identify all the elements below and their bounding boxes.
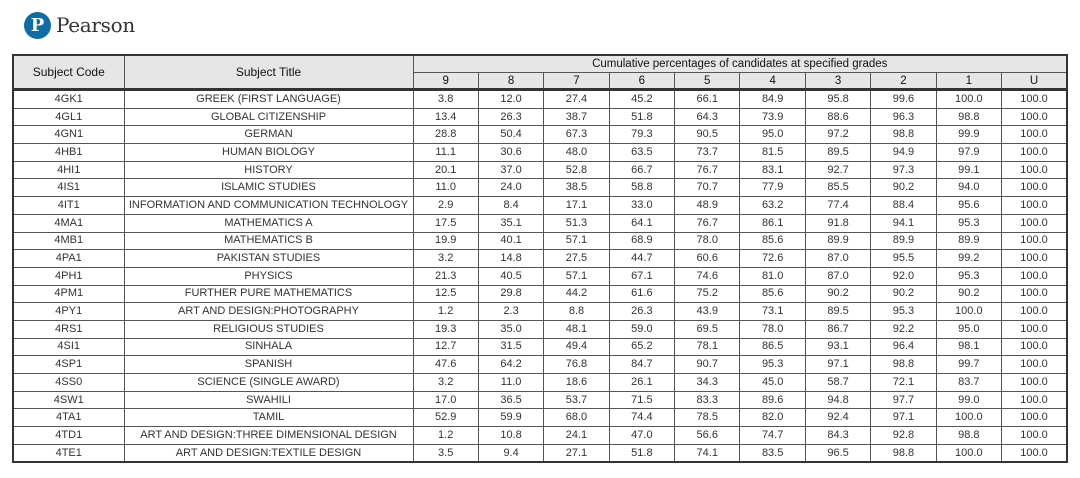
percentage-cell: 13.4 [413,108,478,126]
table-row [13,427,1067,445]
grade-header: 2 [871,73,936,90]
subject-code-cell: 4MB1 [13,232,124,250]
percentage-cell: 100.0 [1002,90,1067,109]
subject-title-cell: ART AND DESIGN:PHOTOGRAPHY [124,303,413,321]
percentage-cell: 8.4 [478,197,543,215]
percentage-cell: 24.1 [544,427,609,445]
percentage-cell: 97.9 [936,144,1001,162]
percentage-cell: 100.0 [1002,126,1067,144]
percentage-cell: 97.1 [805,356,870,374]
percentage-cell: 100.0 [1002,285,1067,303]
table-row [13,267,1067,285]
percentage-cell: 26.1 [609,374,674,392]
table-row [13,108,1067,126]
percentage-cell: 27.5 [544,250,609,268]
percentage-cell: 64.1 [609,214,674,232]
percentage-cell: 17.0 [413,391,478,409]
grade-header: 3 [805,73,870,90]
percentage-cell: 89.9 [936,232,1001,250]
table-row [13,126,1067,144]
percentage-cell: 8.8 [544,303,609,321]
percentage-cell: 100.0 [1002,161,1067,179]
subject-title-cell: GREEK (FIRST LANGUAGE) [124,90,413,109]
table-row [13,444,1067,462]
percentage-cell: 12.5 [413,285,478,303]
percentage-cell: 97.1 [871,409,936,427]
subject-title-cell: GERMAN [124,126,413,144]
table-row [13,391,1067,409]
percentage-cell: 74.4 [609,409,674,427]
grade-boundaries-table [12,54,1068,463]
subject-title-cell: FURTHER PURE MATHEMATICS [124,285,413,303]
percentage-cell: 11.0 [413,179,478,197]
table-body [13,90,1067,463]
percentage-cell: 98.8 [936,427,1001,445]
grade-header: 6 [609,73,674,90]
subject-code-cell: 4PM1 [13,285,124,303]
percentage-cell: 82.0 [740,409,805,427]
percentage-cell: 1.2 [413,427,478,445]
percentage-cell: 95.5 [871,250,936,268]
percentage-cell: 52.8 [544,161,609,179]
percentage-cell: 9.4 [478,444,543,462]
subject-code-cell: 4PA1 [13,250,124,268]
percentage-cell: 33.0 [609,197,674,215]
percentage-cell: 48.0 [544,144,609,162]
subject-code-cell: 4GL1 [13,108,124,126]
percentage-cell: 78.5 [675,409,740,427]
percentage-cell: 58.8 [609,179,674,197]
table-row [13,90,1067,109]
table-row [13,320,1067,338]
subject-code-cell: 4TE1 [13,444,124,462]
subject-code-header: Subject Code [13,55,124,90]
percentage-cell: 94.8 [805,391,870,409]
percentage-cell: 76.8 [544,356,609,374]
subject-title-cell: INFORMATION AND COMMUNICATION TECHNOLOGY [124,197,413,215]
cumulative-percentages-header: Cumulative percentages of candidates at specified grades [413,55,1067,73]
percentage-cell: 100.0 [1002,320,1067,338]
percentage-cell: 95.8 [805,90,870,109]
subject-title-header: Subject Title [124,55,413,90]
percentage-cell: 27.1 [544,444,609,462]
percentage-cell: 83.1 [740,161,805,179]
percentage-cell: 100.0 [1002,338,1067,356]
pearson-wordmark: Pearson [56,13,135,37]
percentage-cell: 90.2 [805,285,870,303]
subject-title-cell: ISLAMIC STUDIES [124,179,413,197]
percentage-cell: 37.0 [478,161,543,179]
table-row [13,285,1067,303]
percentage-cell: 35.1 [478,214,543,232]
percentage-cell: 88.6 [805,108,870,126]
percentage-cell: 53.7 [544,391,609,409]
grade-header: 1 [936,73,1001,90]
percentage-cell: 92.7 [805,161,870,179]
subject-title-cell: PAKISTAN STUDIES [124,250,413,268]
pearson-logo-icon: P [24,12,51,39]
percentage-cell: 92.2 [871,320,936,338]
percentage-cell: 81.0 [740,267,805,285]
percentage-cell: 95.6 [936,197,1001,215]
percentage-cell: 73.7 [675,144,740,162]
percentage-cell: 100.0 [1002,144,1067,162]
subject-code-cell: 4TA1 [13,409,124,427]
percentage-cell: 89.5 [805,144,870,162]
subject-code-cell: 4SI1 [13,338,124,356]
subject-code-cell: 4GK1 [13,90,124,109]
percentage-cell: 87.0 [805,250,870,268]
percentage-cell: 83.3 [675,391,740,409]
percentage-cell: 100.0 [1002,197,1067,215]
percentage-cell: 38.5 [544,179,609,197]
percentage-cell: 83.5 [740,444,805,462]
percentage-cell: 72.1 [871,374,936,392]
percentage-cell: 76.7 [675,214,740,232]
percentage-cell: 95.0 [936,320,1001,338]
subject-title-cell: PHYSICS [124,267,413,285]
percentage-cell: 26.3 [478,108,543,126]
percentage-cell: 100.0 [936,303,1001,321]
percentage-cell: 92.0 [871,267,936,285]
percentage-cell: 81.5 [740,144,805,162]
percentage-cell: 95.3 [936,267,1001,285]
percentage-cell: 27.4 [544,90,609,109]
percentage-cell: 19.3 [413,320,478,338]
subject-code-cell: 4MA1 [13,214,124,232]
percentage-cell: 66.1 [675,90,740,109]
percentage-cell: 93.1 [805,338,870,356]
grade-header: 5 [675,73,740,90]
table-row [13,374,1067,392]
percentage-cell: 48.9 [675,197,740,215]
grade-header: 4 [740,73,805,90]
percentage-cell: 90.5 [675,126,740,144]
subject-title-cell: HISTORY [124,161,413,179]
percentage-cell: 31.5 [478,338,543,356]
percentage-cell: 98.8 [871,356,936,374]
percentage-cell: 66.7 [609,161,674,179]
percentage-cell: 67.3 [544,126,609,144]
percentage-cell: 50.4 [478,126,543,144]
subject-code-cell: 4PH1 [13,267,124,285]
percentage-cell: 3.2 [413,374,478,392]
percentage-cell: 29.8 [478,285,543,303]
subject-code-cell: 4HI1 [13,161,124,179]
percentage-cell: 26.3 [609,303,674,321]
grade-header: 8 [478,73,543,90]
percentage-cell: 98.8 [871,126,936,144]
percentage-cell: 96.3 [871,108,936,126]
percentage-cell: 58.7 [805,374,870,392]
percentage-cell: 28.8 [413,126,478,144]
percentage-cell: 94.0 [936,179,1001,197]
table-row [13,144,1067,162]
percentage-cell: 86.7 [805,320,870,338]
percentage-cell: 78.1 [675,338,740,356]
percentage-cell: 74.7 [740,427,805,445]
percentage-cell: 45.0 [740,374,805,392]
pearson-logo [24,8,135,42]
percentage-cell: 92.8 [871,427,936,445]
percentage-cell: 100.0 [1002,250,1067,268]
percentage-cell: 95.0 [740,126,805,144]
percentage-cell: 38.7 [544,108,609,126]
percentage-cell: 84.7 [609,356,674,374]
percentage-cell: 3.5 [413,444,478,462]
percentage-cell: 90.2 [936,285,1001,303]
percentage-cell: 63.2 [740,197,805,215]
percentage-cell: 97.3 [871,161,936,179]
subject-title-cell: SINHALA [124,338,413,356]
percentage-cell: 88.4 [871,197,936,215]
percentage-cell: 85.5 [805,179,870,197]
percentage-cell: 1.2 [413,303,478,321]
percentage-cell: 100.0 [1002,303,1067,321]
percentage-cell: 89.9 [871,232,936,250]
percentage-cell: 59.0 [609,320,674,338]
subject-code-cell: 4SP1 [13,356,124,374]
percentage-cell: 61.6 [609,285,674,303]
percentage-cell: 2.3 [478,303,543,321]
table-row [13,409,1067,427]
percentage-cell: 63.5 [609,144,674,162]
table-row [13,161,1067,179]
grade-header: U [1002,73,1067,90]
percentage-cell: 75.2 [675,285,740,303]
percentage-cell: 96.4 [871,338,936,356]
percentage-cell: 97.7 [871,391,936,409]
subject-title-cell: GLOBAL CITIZENSHIP [124,108,413,126]
percentage-cell: 12.0 [478,90,543,109]
percentage-cell: 99.2 [936,250,1001,268]
percentage-cell: 86.1 [740,214,805,232]
percentage-cell: 73.9 [740,108,805,126]
percentage-cell: 67.1 [609,267,674,285]
percentage-cell: 90.2 [871,285,936,303]
percentage-cell: 44.2 [544,285,609,303]
subject-code-cell: 4GN1 [13,126,124,144]
percentage-cell: 100.0 [1002,214,1067,232]
percentage-cell: 100.0 [1002,356,1067,374]
table-row [13,179,1067,197]
table-row [13,303,1067,321]
percentage-cell: 76.7 [675,161,740,179]
percentage-cell: 90.7 [675,356,740,374]
subject-code-cell: 4HB1 [13,144,124,162]
percentage-cell: 40.1 [478,232,543,250]
percentage-cell: 17.5 [413,214,478,232]
percentage-cell: 86.5 [740,338,805,356]
percentage-cell: 100.0 [936,444,1001,462]
percentage-cell: 92.4 [805,409,870,427]
percentage-cell: 98.8 [871,444,936,462]
percentage-cell: 100.0 [1002,374,1067,392]
percentage-cell: 100.0 [1002,427,1067,445]
percentage-cell: 56.6 [675,427,740,445]
percentage-cell: 2.9 [413,197,478,215]
percentage-cell: 98.8 [936,108,1001,126]
percentage-cell: 12.7 [413,338,478,356]
percentage-cell: 69.5 [675,320,740,338]
subject-code-cell: 4IS1 [13,179,124,197]
table-row [13,356,1067,374]
subject-code-cell: 4TD1 [13,427,124,445]
table-row [13,214,1067,232]
percentage-cell: 100.0 [1002,391,1067,409]
percentage-cell: 44.7 [609,250,674,268]
percentage-cell: 94.9 [871,144,936,162]
grade-header: 7 [544,73,609,90]
percentage-cell: 40.5 [478,267,543,285]
percentage-cell: 68.9 [609,232,674,250]
percentage-cell: 65.2 [609,338,674,356]
subject-title-cell: ART AND DESIGN:THREE DIMENSIONAL DESIGN [124,427,413,445]
percentage-cell: 20.1 [413,161,478,179]
percentage-cell: 96.5 [805,444,870,462]
percentage-cell: 57.1 [544,232,609,250]
subject-title-cell: RELIGIOUS STUDIES [124,320,413,338]
percentage-cell: 10.8 [478,427,543,445]
percentage-cell: 99.7 [936,356,1001,374]
percentage-cell: 97.2 [805,126,870,144]
subject-code-cell: 4SW1 [13,391,124,409]
percentage-cell: 99.0 [936,391,1001,409]
subject-title-cell: TAMIL [124,409,413,427]
percentage-cell: 3.2 [413,250,478,268]
percentage-cell: 49.4 [544,338,609,356]
percentage-cell: 89.5 [805,303,870,321]
percentage-cell: 74.6 [675,267,740,285]
percentage-cell: 95.3 [740,356,805,374]
percentage-cell: 78.0 [740,320,805,338]
percentage-cell: 24.0 [478,179,543,197]
subject-title-cell: SWAHILI [124,391,413,409]
percentage-cell: 83.7 [936,374,1001,392]
percentage-cell: 84.9 [740,90,805,109]
percentage-cell: 85.6 [740,285,805,303]
percentage-cell: 100.0 [1002,108,1067,126]
subject-title-cell: MATHEMATICS B [124,232,413,250]
percentage-cell: 87.0 [805,267,870,285]
percentage-cell: 95.3 [936,214,1001,232]
subject-title-cell: MATHEMATICS A [124,214,413,232]
percentage-cell: 94.1 [871,214,936,232]
percentage-cell: 79.3 [609,126,674,144]
percentage-cell: 84.3 [805,427,870,445]
percentage-cell: 35.0 [478,320,543,338]
percentage-cell: 45.2 [609,90,674,109]
percentage-cell: 99.1 [936,161,1001,179]
table-row [13,197,1067,215]
percentage-cell: 34.3 [675,374,740,392]
percentage-cell: 100.0 [1002,179,1067,197]
percentage-cell: 57.1 [544,267,609,285]
percentage-cell: 51.8 [609,108,674,126]
percentage-cell: 71.5 [609,391,674,409]
subject-code-cell: 4IT1 [13,197,124,215]
percentage-cell: 51.3 [544,214,609,232]
percentage-cell: 43.9 [675,303,740,321]
percentage-cell: 47.6 [413,356,478,374]
percentage-cell: 21.3 [413,267,478,285]
percentage-cell: 19.9 [413,232,478,250]
percentage-cell: 77.9 [740,179,805,197]
percentage-cell: 14.8 [478,250,543,268]
percentage-cell: 36.5 [478,391,543,409]
percentage-cell: 17.1 [544,197,609,215]
percentage-cell: 99.6 [871,90,936,109]
percentage-cell: 48.1 [544,320,609,338]
table-row [13,250,1067,268]
percentage-cell: 100.0 [936,409,1001,427]
percentage-cell: 11.0 [478,374,543,392]
subject-title-cell: SPANISH [124,356,413,374]
subject-title-cell: ART AND DESIGN:TEXTILE DESIGN [124,444,413,462]
percentage-cell: 91.8 [805,214,870,232]
percentage-cell: 98.1 [936,338,1001,356]
table-row [13,338,1067,356]
percentage-cell: 3.8 [413,90,478,109]
percentage-cell: 60.6 [675,250,740,268]
percentage-cell: 85.6 [740,232,805,250]
subject-code-cell: 4PY1 [13,303,124,321]
table-row [13,232,1067,250]
percentage-cell: 100.0 [1002,444,1067,462]
percentage-cell: 30.6 [478,144,543,162]
percentage-cell: 68.0 [544,409,609,427]
percentage-cell: 77.4 [805,197,870,215]
percentage-cell: 72.6 [740,250,805,268]
percentage-cell: 52.9 [413,409,478,427]
percentage-cell: 70.7 [675,179,740,197]
grade-header: 9 [413,73,478,90]
subject-code-cell: 4SS0 [13,374,124,392]
subject-title-cell: HUMAN BIOLOGY [124,144,413,162]
percentage-cell: 18.6 [544,374,609,392]
percentage-cell: 100.0 [936,90,1001,109]
percentage-cell: 11.1 [413,144,478,162]
percentage-cell: 73.1 [740,303,805,321]
percentage-cell: 89.6 [740,391,805,409]
percentage-cell: 99.9 [936,126,1001,144]
percentage-cell: 51.8 [609,444,674,462]
percentage-cell: 64.3 [675,108,740,126]
subject-code-cell: 4RS1 [13,320,124,338]
subject-title-cell: SCIENCE (SINGLE AWARD) [124,374,413,392]
percentage-cell: 100.0 [1002,232,1067,250]
percentage-cell: 47.0 [609,427,674,445]
percentage-cell: 95.3 [871,303,936,321]
percentage-cell: 100.0 [1002,409,1067,427]
percentage-cell: 74.1 [675,444,740,462]
percentage-cell: 90.2 [871,179,936,197]
percentage-cell: 59.9 [478,409,543,427]
percentage-cell: 64.2 [478,356,543,374]
percentage-cell: 89.9 [805,232,870,250]
percentage-cell: 100.0 [1002,267,1067,285]
percentage-cell: 78.0 [675,232,740,250]
